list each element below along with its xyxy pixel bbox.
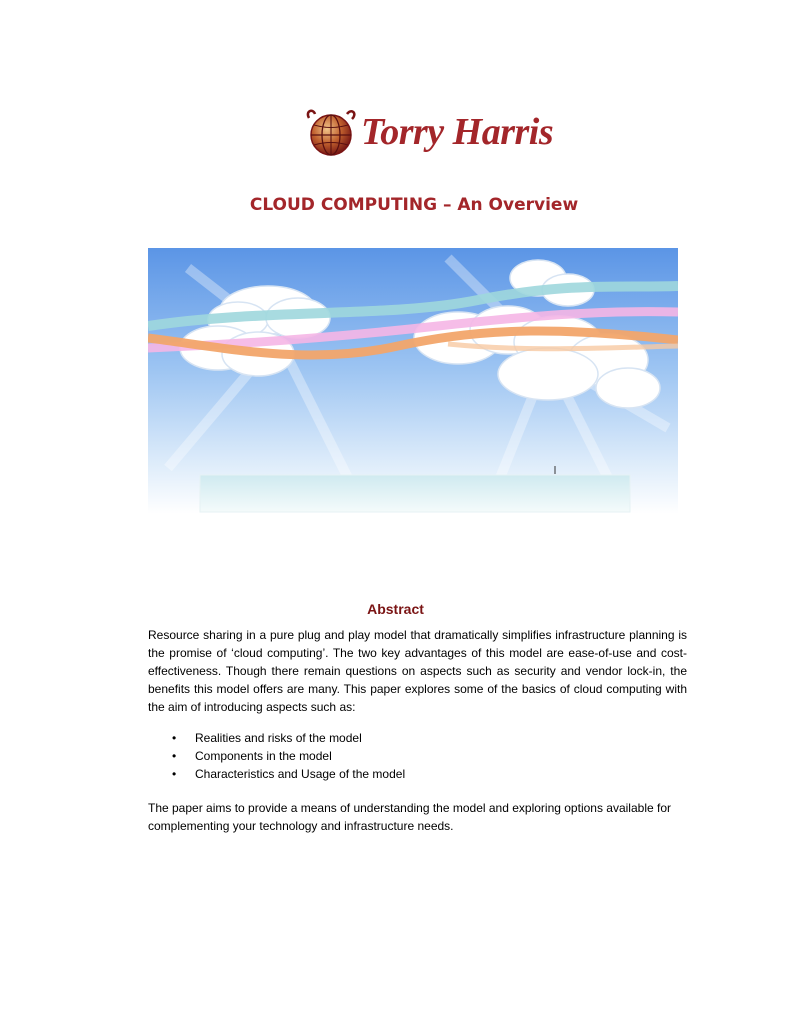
list-item [148, 765, 687, 783]
abstract-heading [0, 601, 791, 617]
bullet-dot: • [172, 731, 177, 745]
bullet-dot: • [172, 767, 177, 781]
abstract-heading-text: Abstract [367, 601, 424, 617]
bullet-dot: • [172, 749, 177, 763]
logo-wordmark: Torry Harris [361, 111, 554, 153]
list-item [148, 729, 687, 747]
closing-paragraph: The paper aims to provide a means of understanding the model and exploring options available for complementing your technology and infrastructure needs. [148, 801, 671, 833]
cloud-banner-image [148, 248, 678, 514]
abstract-paragraph: Resource sharing in a pure plug and play model that dramatically simplifies infrastructure planning is the promise of ‘cloud computing’. The two key advantages of this model are ease-of-use and cost-effectiveness. Though there remain questions on aspects such as security and vendor lock-in, the benefits this model offers are many. This paper explores some of the basics of cloud computing with the aim of introducing aspects such as: [148, 628, 687, 714]
document-title: CLOUD COMPUTING – An Overview [249, 195, 579, 215]
list-item-text: Realities and risks of the model [195, 731, 362, 745]
list-item-text: Components in the model [195, 749, 332, 763]
list-item-text: Characteristics and Usage of the model [195, 767, 406, 781]
aspects-list [148, 729, 687, 783]
torry-harris-logo [303, 106, 553, 158]
globe-icon [303, 108, 359, 158]
list-item [148, 747, 687, 765]
